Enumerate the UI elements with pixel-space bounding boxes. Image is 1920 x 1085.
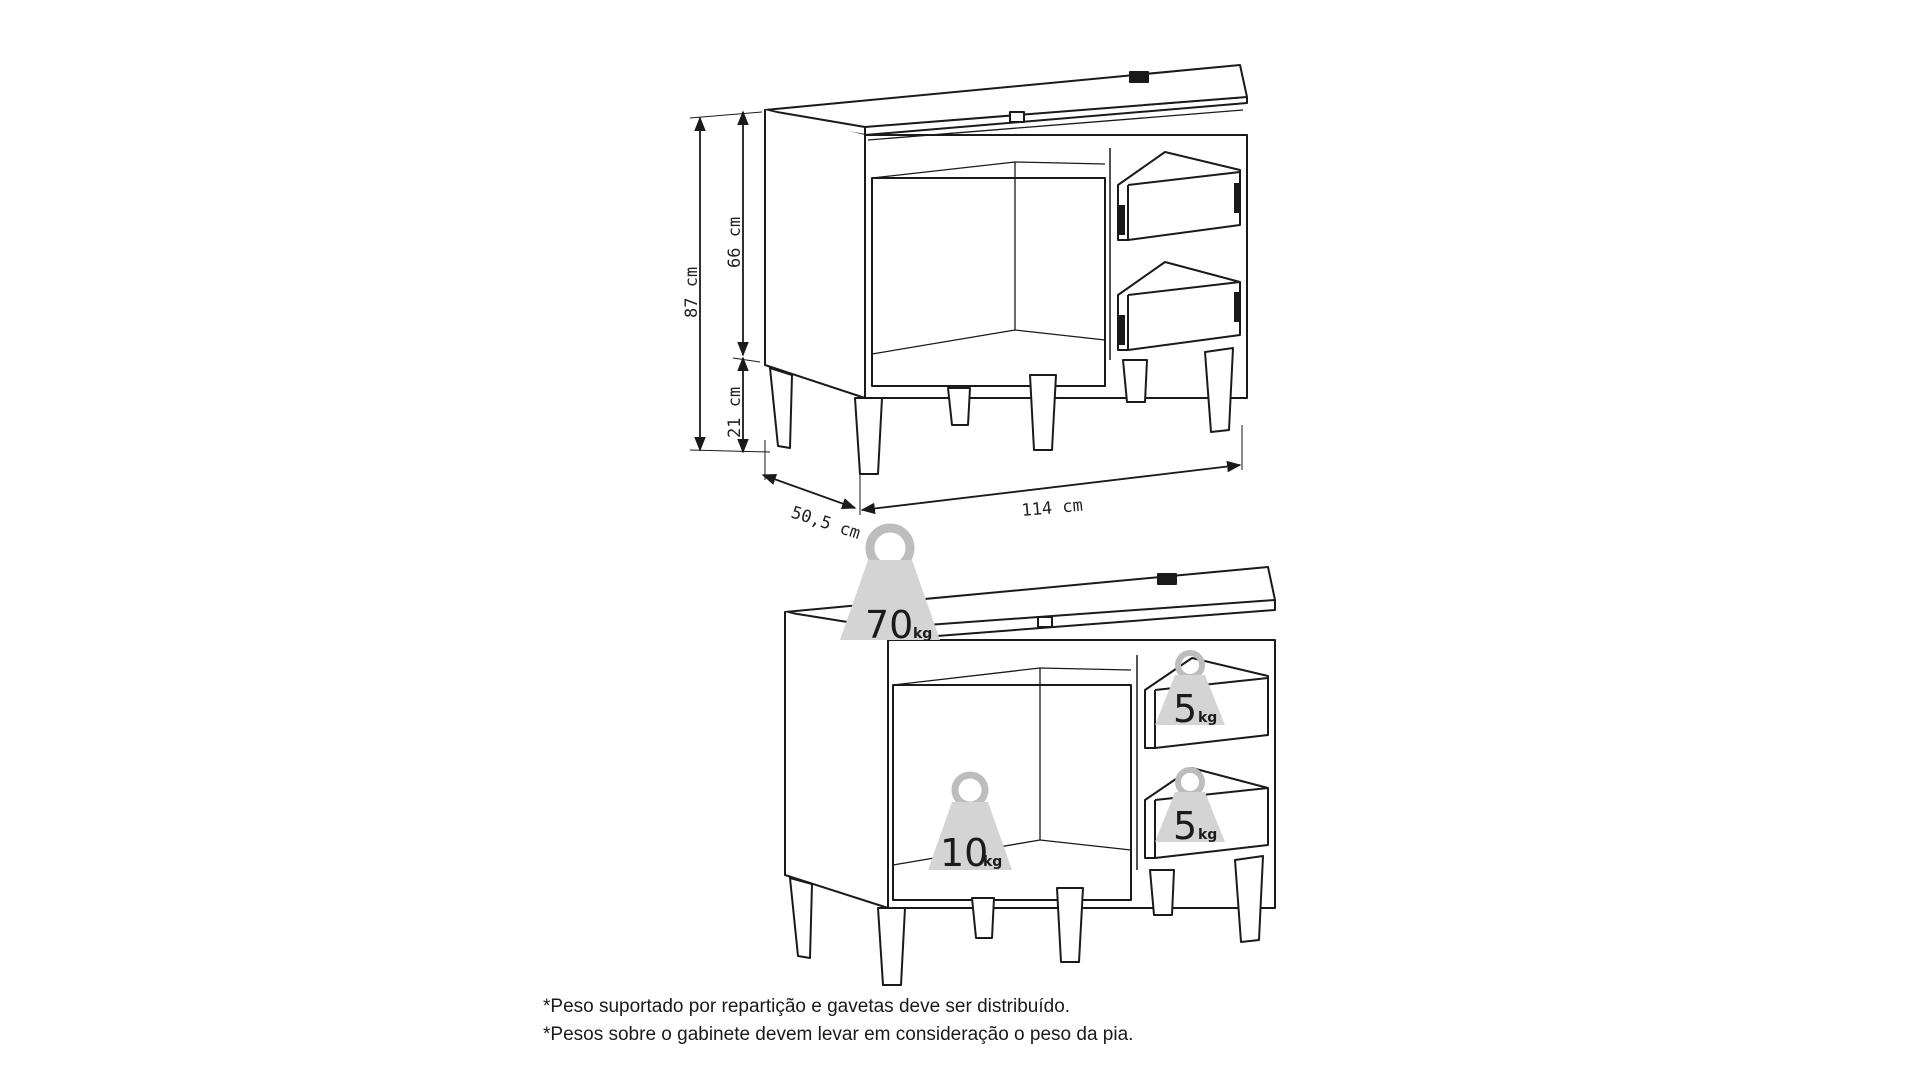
weight-drawer-top-number: 5 xyxy=(1173,687,1198,731)
width-label: 114 cm xyxy=(1020,495,1084,521)
total-height-label: 87 cm xyxy=(682,266,702,318)
note-line-2: *Pesos sobre o gabinete devem levar em consideração o peso da pia. xyxy=(543,1024,1134,1045)
weight-drawer-bottom-number: 5 xyxy=(1173,804,1198,848)
weight-notes xyxy=(543,993,1133,1049)
weight-drawer-bottom-unit: kg xyxy=(1198,827,1218,843)
weight-shelf-unit: kg xyxy=(983,854,1003,870)
body-height-label: 66 cm xyxy=(725,216,745,268)
cabinet-dimension-view xyxy=(690,65,1247,515)
weight-drawer-top-unit: kg xyxy=(1198,710,1218,726)
weight-top-number: 70 xyxy=(865,603,914,647)
weight-top-unit: kg xyxy=(913,626,933,642)
note-line-1: *Peso suportado por repartição e gavetas deve ser distribuído. xyxy=(543,996,1071,1017)
weight-icon-70kg xyxy=(840,528,940,647)
leg-height-label: 21 cm xyxy=(725,386,745,438)
depth-label: 50,5 cm xyxy=(788,502,863,544)
weight-shelf-number: 10 xyxy=(940,831,989,875)
